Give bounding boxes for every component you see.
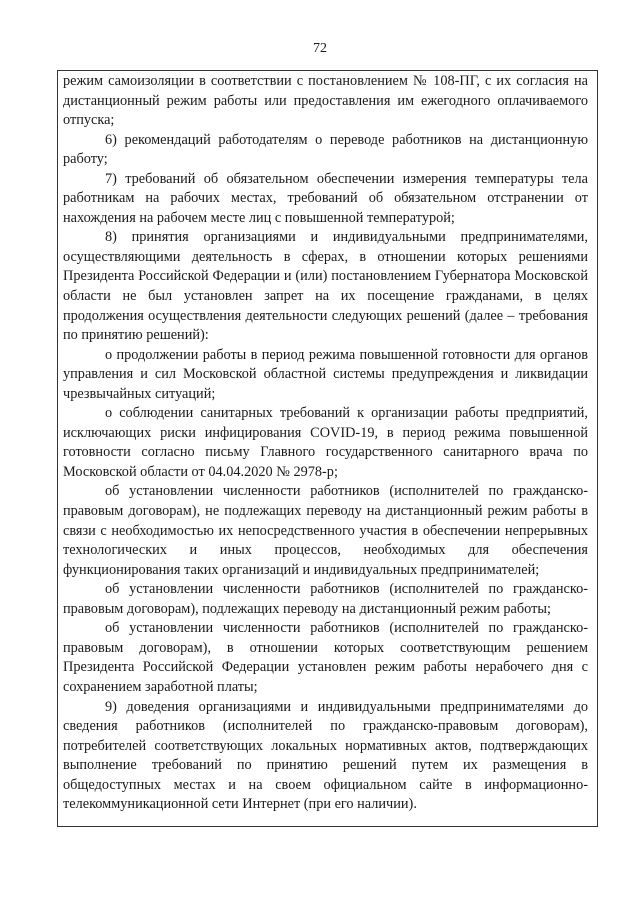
paragraph-6: о соблюдении санитарных требований к организации работы предприятий, исключающих риски инфицирования COVID-19, в период режима повышенной готовности согласно письму Главного государственного санитарного врача по Московской области от 04.04.2020 № 2978-р; [63,405,588,480]
paragraph-8: об установлении численности работников (исполнителей по гражданско-правовым договорам), подлежащих переводу на дистанционный режим работы; [63,581,588,617]
paragraph-10: 9) доведения организациями и индивидуальными предпринимателями до сведения работников (исполнителей по гражданско-правовым договорам), потребителей соответствующих локальных нормативных актов, подтверждающих выполнение требований по принятию решений путем их размещения в общедоступных местах и на своем официальном сайте в информационно-телекоммуникационной сети Интернет (при его наличии). [63,698,588,813]
paragraph-3: 7) требований об обязательном обеспечении измерения температуры тела работникам на рабочих местах, требований об обязательном отстранении от нахождения на рабочем месте лиц с повышенной температурой; [63,170,588,226]
paragraph-2: 6) рекомендаций работодателям о переводе работников на дистанционную работу; [63,131,588,168]
paragraph-9: об установлении численности работников (исполнителей по гражданско-правовым договорам), в отношении которых соответствующим решением Президента Российской Федерации установлен режим работы нерабочего дня с сохранением заработной платы; [63,620,588,695]
paragraph-5: о продолжении работы в период режима повышенной готовности для органов управления и сил Московской областной системы предупреждения и ликвидации чрезвычайных ситуаций; [63,346,588,402]
document-text-frame [57,70,598,827]
page-number: 72 [313,41,327,56]
paragraph-4: 8) принятия организациями и индивидуальными предпринимателями, осуществляющими деятельность в сферах, в отношении которых решениями Президента Российской Федерации и (или) постановлением Губернатора Московской области не был установлен запрет на их посещение гражданами, в целях продолжения осуществления деятельности следующих решений (далее – требования по принятию решений): [63,229,588,344]
paragraph-1: режим самоизоляции в соответствии с постановлением № 108-ПГ, с их согласия на дистанционный режим работы или предоставления им ежегодного оплачиваемого отпуска; [63,73,588,129]
paragraph-7: об установлении численности работников (исполнителей по гражданско-правовым договорам), не подлежащих переводу на дистанционный режим работы в связи с необходимостью их непосредственного участия в обеспечении непрерывных технологических и иных процессов, необходимых для обеспечения функционирования таких организаций и индивидуальных предпринимателей; [63,483,588,578]
